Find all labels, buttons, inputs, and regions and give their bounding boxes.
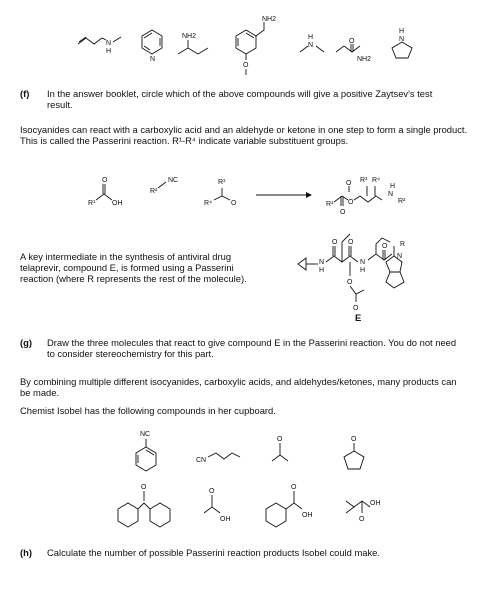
scheme-carboxylic-acid <box>88 177 123 207</box>
molecule-methoxybenzylamine <box>236 16 276 75</box>
compound-e-structure <box>290 222 480 312</box>
acid-oh-label: OH <box>112 200 123 207</box>
mol5-n-label: N <box>308 42 314 49</box>
c5-o-label: O <box>141 484 147 491</box>
c4-o-label: O <box>351 436 357 443</box>
mol3-nh2-label: NH2 <box>182 33 197 40</box>
mol5-h-label: H <box>308 34 314 41</box>
c8-o-label: O <box>359 516 365 523</box>
cupboard-cyclopentanone <box>344 436 364 469</box>
combining-text: By combining multiple different isocyanides, carboxylic acids, and aldehydes/ketones, many products can be made. <box>20 376 457 399</box>
cupboard-acetone <box>272 436 288 461</box>
iso-r2-text: R² <box>150 188 158 195</box>
carbonyl-r4-label: R⁴ <box>204 200 213 207</box>
prod-n-label: N <box>388 191 394 198</box>
molecule-pyridine <box>142 30 162 63</box>
cupboard-compounds <box>0 425 480 535</box>
c7-oh-label: OH <box>302 512 313 519</box>
c7-o-label: O <box>291 484 297 491</box>
compound-e-label: E <box>355 312 362 323</box>
mol6-o-label: O <box>349 38 355 45</box>
mol4-o-label: O <box>243 62 249 69</box>
molecule-propanamide <box>336 38 371 63</box>
cupboard-isobutyric-acid <box>346 500 381 523</box>
mol1-h-label: H <box>106 48 112 55</box>
e-o2-label: O <box>348 239 354 246</box>
c2-cn-label: CN <box>196 457 207 464</box>
e-h1-label: H <box>319 267 325 274</box>
passerini-intro-text: Isocyanides can react with a carboxylic acid and an aldehyde or ketone in one step to form a single product. This is called the Passerini reaction. R¹-R⁴ indicate variable substituent groups. <box>20 124 468 147</box>
carbonyl-r3-label: R³ <box>218 179 226 186</box>
prod-o1-label: O <box>348 199 354 206</box>
reaction-arrowhead <box>306 192 312 198</box>
cupboard-phenyl-isocyanide <box>136 431 156 471</box>
isobel-cupboard-text: Chemist Isobel has the following compounds in her cupboard. <box>20 405 276 416</box>
e-o5-label: O <box>353 305 359 312</box>
e-o4-label: O <box>347 279 353 286</box>
cupboard-acetic-acid <box>204 488 231 523</box>
cupboard-benzoic-acid <box>266 484 313 527</box>
acid-r1-label: R¹ <box>88 200 96 207</box>
e-o1-label: O <box>332 239 338 246</box>
molecule-allyl-amine <box>78 37 121 55</box>
e-n3-label: N <box>397 253 403 260</box>
carbonyl-o-label: O <box>231 200 237 207</box>
mol4-nh2-label: NH2 <box>262 16 277 23</box>
e-n1-label: N <box>319 259 325 266</box>
molecule-butylamine <box>178 33 208 54</box>
mol7-h-label: H <box>399 28 405 35</box>
cupboard-butyl-isocyanide <box>196 453 240 464</box>
prod-r4-label: R⁴ <box>372 177 381 184</box>
prod-h-label: H <box>390 183 396 190</box>
acid-o-label: O <box>102 177 108 184</box>
e-o3-label: O <box>382 243 388 250</box>
prod-o2-label: O <box>346 180 352 187</box>
c1-nc-label: NC <box>140 431 151 438</box>
part-g-question: Draw the three molecules that react to give compound E in the Passerini reaction. You do not need to consider stereochemistry for this part. <box>47 337 457 360</box>
scheme-carbonyl <box>204 179 237 207</box>
e-r-label: R <box>400 241 406 248</box>
scheme-product <box>326 177 406 216</box>
c3-o-label: O <box>277 436 283 443</box>
part-h-question: Calculate the number of possible Passerini reaction products Isobel could make. <box>47 547 380 558</box>
part-f-question: In the answer booklet, circle which of the above compounds will give a positive Zaytsev's test result. <box>47 88 433 111</box>
part-g-label: (g) <box>20 337 32 348</box>
mol1-n-label: N <box>106 40 112 47</box>
c6-oh-label: OH <box>220 516 231 523</box>
part-h-label: (h) <box>20 547 32 558</box>
mol2-n-label: N <box>150 56 156 63</box>
mol7-n-label: N <box>399 36 405 43</box>
molecule-pyrrolidine <box>392 28 412 58</box>
prod-r2-label: R² <box>398 198 406 205</box>
e-h2-label: H <box>360 267 366 274</box>
mol6-nh2-label: NH2 <box>357 56 372 63</box>
c6-o-label: O <box>209 488 215 495</box>
passerini-reaction-scheme <box>0 168 480 228</box>
telaprevir-text: A key intermediate in the synthesis of antiviral drug telaprevir, compound E, is formed using a Passerini reaction (where R represents the rest of the molecule). <box>20 251 247 285</box>
cupboard-benzophenone <box>118 484 170 527</box>
scheme-isocyanide <box>150 177 178 195</box>
top-molecules-structures <box>0 0 480 80</box>
iso-nc-label: NC <box>168 177 179 184</box>
prod-r3-label: R³ <box>360 177 368 184</box>
part-f-label: (f) <box>20 88 30 99</box>
e-n2-label: N <box>360 259 366 266</box>
prod-r1-label: R¹ <box>326 201 334 208</box>
c8-oh-label: OH <box>370 500 381 507</box>
prod-o3-label: O <box>340 209 346 216</box>
molecule-diethylamine <box>300 34 324 52</box>
